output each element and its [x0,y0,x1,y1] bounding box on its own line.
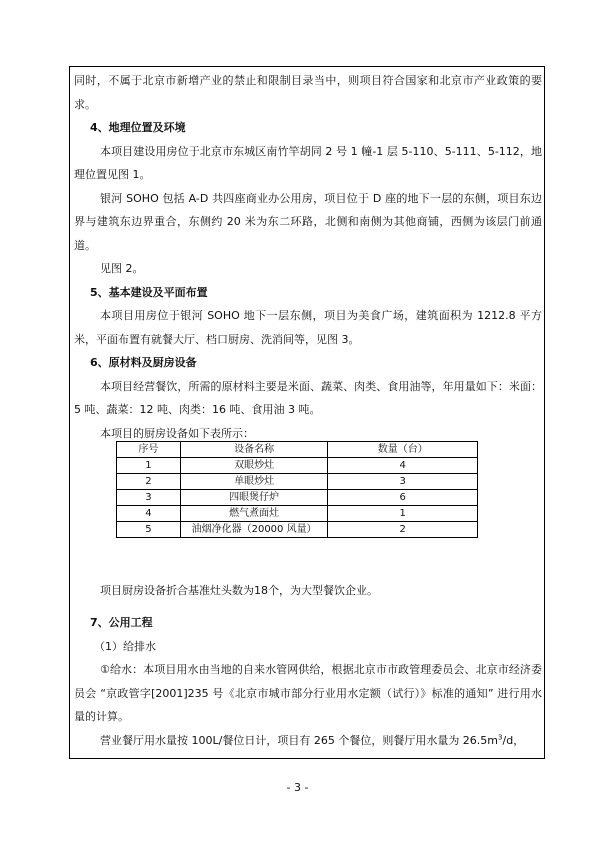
heading-utilities: 7、公用工程 [90,616,153,629]
paragraph-materials: 本项目经营餐饮，所需的原材料主要是米面、蔬菜、肉类、食用油等，年用量如下：米面：5 吨、蔬菜：12 吨、肉类：16 吨、食用油 3 吨。 [74,379,542,416]
paragraph-see-figure-2: 见图 2。 [100,262,144,275]
cell-quantity: 3 [328,474,478,490]
paragraph-address: 本项目建设用房位于北京市东城区南竹竿胡同 2 号 1 幢-1 层 5-110、5-111、5-112，地理位置见图 1。 [74,144,542,181]
table-header-row [117,442,478,458]
cell-equipment-name: 燃气煮面灶 [180,506,328,522]
heading-construction-layout: 5、基本建设及平面布置 [90,285,208,299]
paragraph-equipment-intro: 本项目的厨房设备如下表所示： [100,426,254,440]
table-row [117,522,478,538]
subheading-water-drainage: （1）给排水 [94,639,156,653]
cell-equipment-name: 单眼炒灶 [180,474,328,490]
table-row [117,458,478,474]
cell-equipment-name: 双眼炒灶 [180,458,328,474]
paragraph-restaurant-water-use [74,729,542,753]
water-use-text: 营业餐厅用水量按 100L/餐位日计，项目有 265 个餐位，则餐厅用水量为 26.5m [100,733,499,747]
table-row [117,490,478,506]
cell-quantity: 1 [328,506,478,522]
section-utilities [74,611,542,752]
cell-index: 5 [117,522,181,538]
kitchen-equipment-table [116,441,478,538]
cell-quantity: 4 [328,458,478,474]
water-use-unit: /d， [502,733,525,747]
paragraph-industry-policy: 同时，不属于北京市新增产业的禁止和限制目录当中，则项目符合国家和北京市产业政策的要求。 [74,74,542,111]
table-row [117,474,478,490]
cell-index: 1 [117,458,181,474]
paragraph-water-supply: ①给水：本项目用水由当地的自来水管网供给，根据北京市市政管理委员会、北京市经济委员会 “京政管字[2001]235 号《北京市城市部分行业用水定额（试行）》标准的通知” 进行用水量的计算。 [74,663,542,723]
cell-equipment-name: 四眼煲仔炉 [180,490,328,506]
column-header-equipment-name: 设备名称 [180,442,328,458]
paragraph-layout: 本项目用房位于银河 SOHO 地下一层东侧，项目为美食广场，建筑面积为 1212.8 平方米，平面布置有就餐大厅、档口厨房、洗消间等，见图 3。 [74,309,542,346]
cell-quantity: 6 [328,490,478,506]
table-row [117,506,478,522]
column-header-index: 序号 [117,442,181,458]
cell-quantity: 2 [328,522,478,538]
document-body-continued [74,579,542,603]
page-number: - 3 - [286,781,309,794]
column-header-quantity: 数量（台） [328,442,478,458]
cell-index: 3 [117,490,181,506]
cell-index: 4 [117,506,181,522]
cubic-superscript: 3 [498,732,503,741]
heading-materials-equipment: 6、原材料及厨房设备 [90,356,197,369]
paragraph-surroundings: 银河 SOHO 包括 A-D 共四座商业办公用房，项目位于 D 座的地下一层的东侧，项目东边界与建筑东边界重合，东侧约 20 米为东二环路，北侧和南侧为其他商铺，西侧为该层门前通道。 [74,191,542,252]
cell-equipment-name: 油烟净化器（20000 风量） [180,522,328,538]
paragraph-stove-count: 项目厨房设备折合基准灶头数为18个，为大型餐饮企业。 [100,584,378,597]
document-body [74,69,542,445]
heading-location: 4、地理位置及环境 [90,121,186,134]
cell-index: 2 [117,474,181,490]
